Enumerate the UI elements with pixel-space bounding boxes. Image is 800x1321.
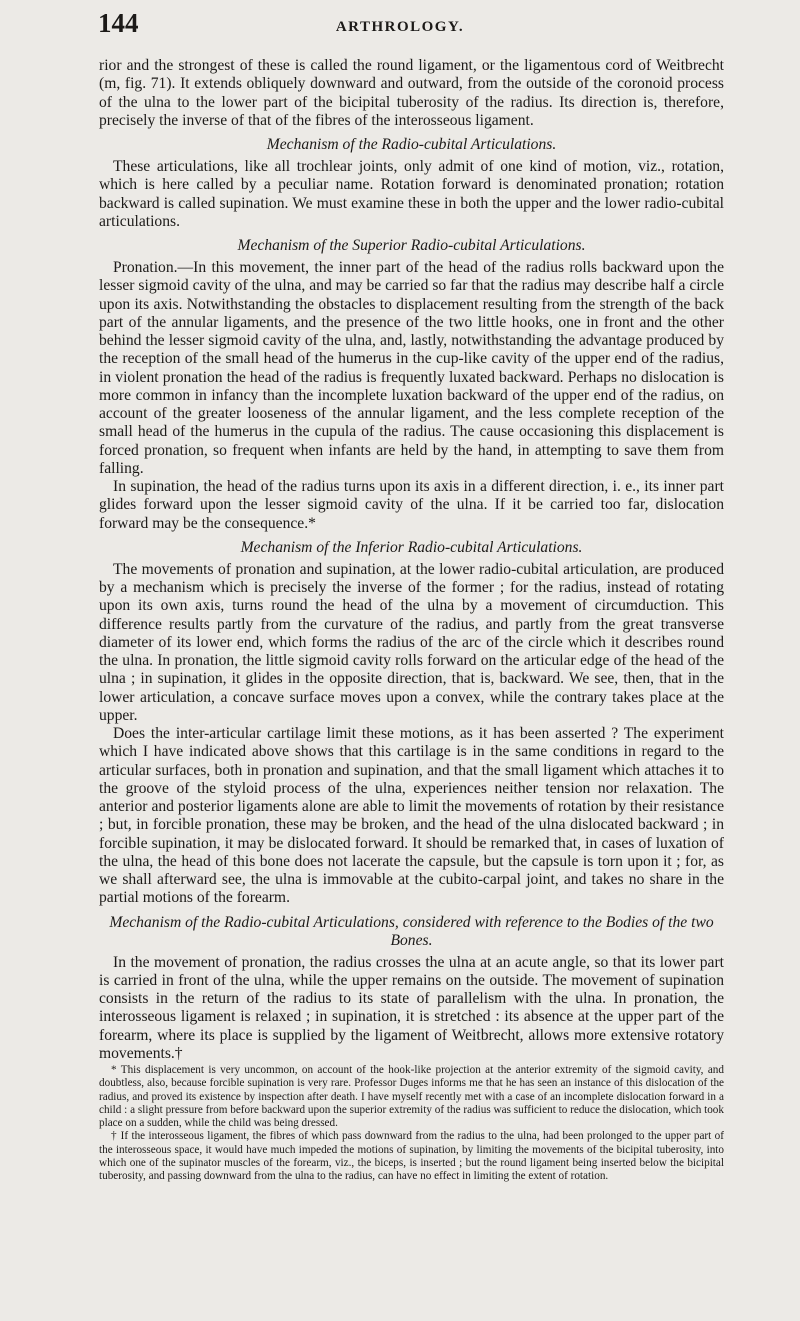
footnote-1: * This displacement is very uncommon, on account of the hook-like projection at the anterior extremity of the sigmoid cavity, and doubtless, also, because forcible supination is very rare. Professor Duges informs me that he has seen an instance of this dislocation of the radius, and proved its existence by inspection after death. I have myself recently met with a case of an incomplete dislocation forward in a child : a slight pressure from before backward upon the superior extremity of the radius was sufficient to reduce the dislocation, which took place on a sudden, while the child was being dressed. xyxy=(99,1064,724,1130)
page-body xyxy=(99,57,724,1184)
paragraph-articulations: These articulations, like all trochlear joints, only admit of one kind of motion, viz., rotation, which is here called by a peculiar name. Rotation forward is denominated pronation; rotation backward is called supination. We must examine these in both the upper and the lower radio-cubital articulations. xyxy=(99,158,724,230)
paragraph-pronation: Pronation.—In this movement, the inner part of the head of the radius rolls backward upon the lesser sigmoid cavity of the ulna, and may be carried so far that the radius may describe half a circle upon its axis. Notwithstanding the obstacles to displacement resulting from the strength of the back part of the annular ligaments, and the presence of the two little hooks, one in front and the other behind the lesser sigmoid cavity of the ulna, and, lastly, notwithstanding the advantage produced by the reception of the small head of the humerus in the cup-like cavity of the upper end of the radius, in violent pronation the head of the radius is frequently luxated backward. Perhaps no dislocation is more common in infancy than the incomplete luxation backward of the upper end of the radius, on account of the greater looseness of the annular ligament, and the less complete reception of the small head of the humerus in the cupula of the radius. The cause occasioning this displacement is forced pronation, so frequent when infants are held by the hand, in attempting to save them from falling. xyxy=(99,259,724,477)
section-heading-mechanism: Mechanism of the Radio-cubital Articulations. xyxy=(266,136,557,153)
paragraph-two-bones: In the movement of pronation, the radius crosses the ulna at an acute angle, so that its lower part is carried in front of the ulna, while the upper remains on the outside. The movement of supination consists in the return of the radius to its state of parallelism with the ulna. In pronation, the interosseous ligament is relaxed ; in supination, it is stretched : its absence at the upper part of the forearm, where its place is supplied by the ligament of Weitbrecht, allows more extensive rotatory movements.† xyxy=(99,953,724,1062)
section-heading-superior: Mechanism of the Superior Radio-cubital Articulations. xyxy=(237,237,586,254)
footnotes xyxy=(99,1064,724,1184)
section-heading-inferior: Mechanism of the Inferior Radio-cubital Articulations. xyxy=(240,538,583,556)
paragraph-supination: In supination, the head of the radius turns upon its axis in a different direction, i. e., its inner part glides forward upon the lesser sigmoid cavity of the ulna. If it be carried too far, dislocation forward may be the consequence.* xyxy=(99,478,724,532)
section-heading-two-bones: Mechanism of the Radio-cubital Articulations, considered with reference to the Bodies of the two Bones. xyxy=(109,913,714,949)
page-number: 144 xyxy=(98,8,139,38)
footnote-2: † If the interosseous ligament, the fibres of which pass downward from the radius to the ulna, had been prolonged to the upper part of the interosseous space, it would have much impeded the motions of supination, by limiting the movements of the bicipital tuberosity, into which one of the supinator muscles of the forearm, viz., the biceps, is inserted ; but the round ligament being inserted below the bicipital tuberosity, and passing downward from the ulna to the radius, can have no effect in limiting the extent of rotation. xyxy=(99,1130,724,1183)
running-head: ARTHROLOGY. xyxy=(335,19,465,35)
paragraph-cartilage: Does the inter-articular cartilage limit these motions, as it has been asserted ? The experiment which I have indicated above shows that this cartilage is in the same conditions in regard to the articular surfaces, both in pronation and supination, and that the small ligament which attaches it to the groove of the styloid process of the ulna, experiences neither tension nor relaxation. The anterior and posterior ligaments alone are able to limit the movements of rotation by their resistance ; but, in forcible pronation, these may be broken, and the head of the ulna dislocated backward ; in forcible supination, it may be dislocated forward. It should be remarked that, in cases of luxation of the ulna, the head of this bone does not lacerate the capsule, but the capsule is torn upon it ; for, as we shall afterward see, the ulna is immovable at the cubito-carpal joint, and takes no share in the partial motions of the forearm. xyxy=(99,725,724,907)
paragraph-inferior: The movements of pronation and supination, at the lower radio-cubital articulation, are produced by a mechanism which is precisely the inverse of the former ; for the radius, instead of rotating upon its own axis, turns round the head of the ulna by a movement of circumduction. This difference results partly from the curvature of the radius, and partly from the great transverse diameter of its lower end, which forms the radius of the arc of the circle which it describes round the ulna. In pronation, the little sigmoid cavity rolls forward on the articular edge of the head of the ulna ; in supination, it glides in the opposite direction, that is, backward. We see, then, that in the lower articulation, a concave surface moves upon a convex, while the contrary takes place at the upper. xyxy=(99,560,724,724)
paragraph-intro: rior and the strongest of these is called the round ligament, or the ligamentous cord of Weitbrecht (m, fig. 71). It extends obliquely downward and outward, from the outside of the coronoid process of the ulna to the lower part of the bicipital tuberosity of the radius. Its direction is, therefore, precisely the inverse of that of the fibres of the interosseous ligament. xyxy=(99,57,724,129)
